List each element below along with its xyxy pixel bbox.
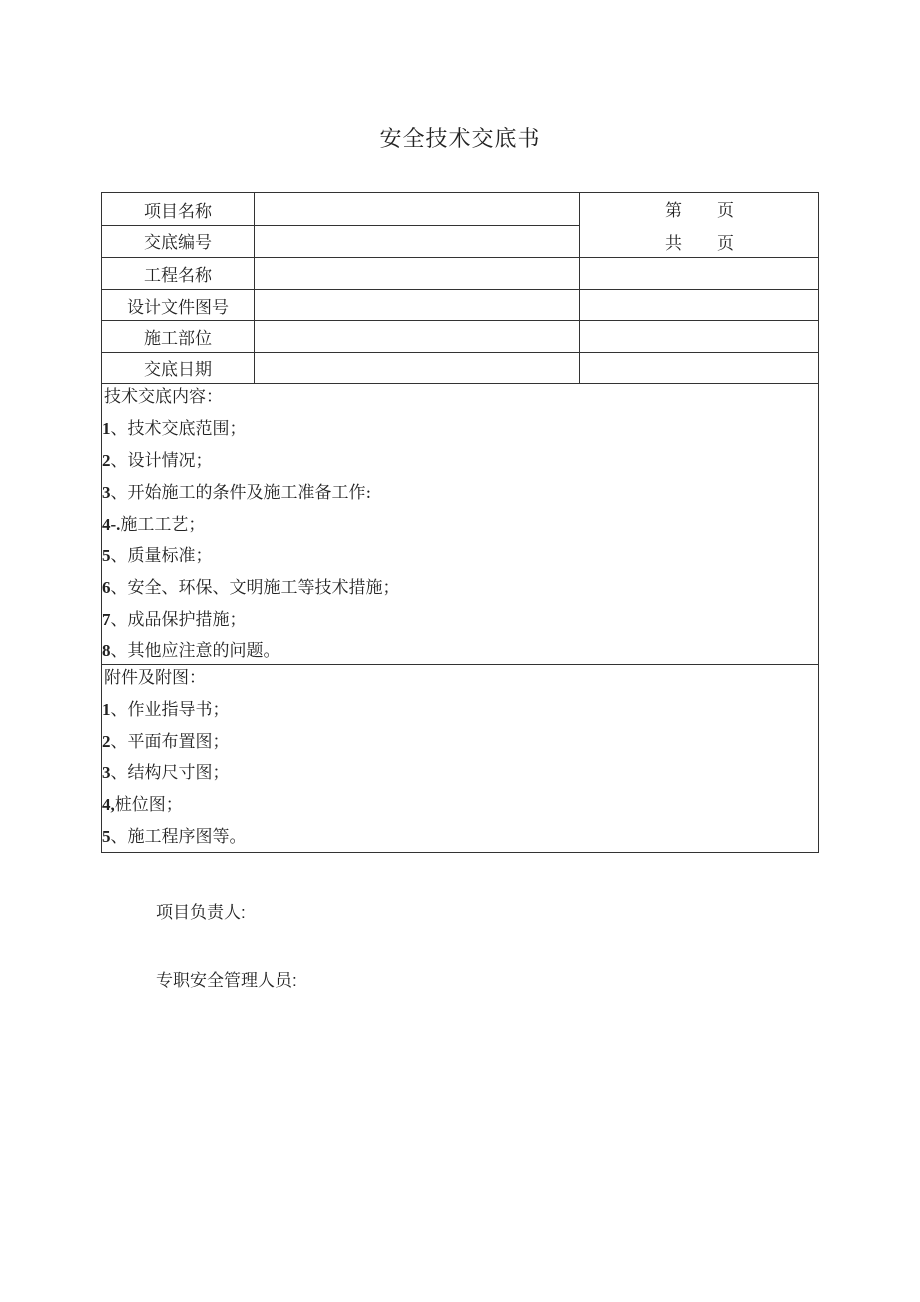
label-engineering-name: 工程名称 [144,266,212,286]
label-project-name: 项目名称 [144,202,212,222]
label-construction-part: 施工部位 [144,329,212,349]
list-item: 2、设计情况； [102,451,213,471]
document-title: 安全技术交底书 [379,127,541,152]
page-number-label: 第 [665,201,682,221]
label-design-drawing-no: 设计文件图号 [127,298,229,318]
list-item: 1、作业指导书； [102,700,230,720]
list-item: 6、安全、环保、文明施工等技术措施； [102,578,400,598]
header-grid [102,193,818,383]
list-item: 4-.施工工艺； [102,515,206,535]
project-lead-signature: 项目负责人: [156,903,246,922]
page-total-unit-label: 页 [717,234,734,254]
page-unit-label: 页 [717,201,734,221]
list-item: 3、结构尺寸图； [102,763,230,783]
list-item: 4,桩位图； [102,795,183,815]
page-total-label: 共 [665,234,682,254]
label-disclosure-date: 交底日期 [144,360,212,380]
list-item: 5、施工程序图等。 [102,827,247,847]
list-item: 2、平面布置图； [102,732,230,752]
disclosure-form [101,192,819,853]
list-item: 5、质量标准； [102,546,213,566]
list-item: 8、其他应注意的问题。 [102,641,281,661]
list-item: 1、技术交底范围； [102,419,247,439]
attachments-heading: 附件及附图： [104,668,206,688]
label-disclosure-no: 交底编号 [144,233,212,253]
list-item: 3、开始施工的条件及施工准备工作: [102,483,372,503]
safety-officer-signature: 专职安全管理人员: [156,971,297,990]
list-item: 7、成品保护措施； [102,610,247,630]
section-divider [102,664,818,665]
content-heading: 技术交底内容： [104,387,223,407]
